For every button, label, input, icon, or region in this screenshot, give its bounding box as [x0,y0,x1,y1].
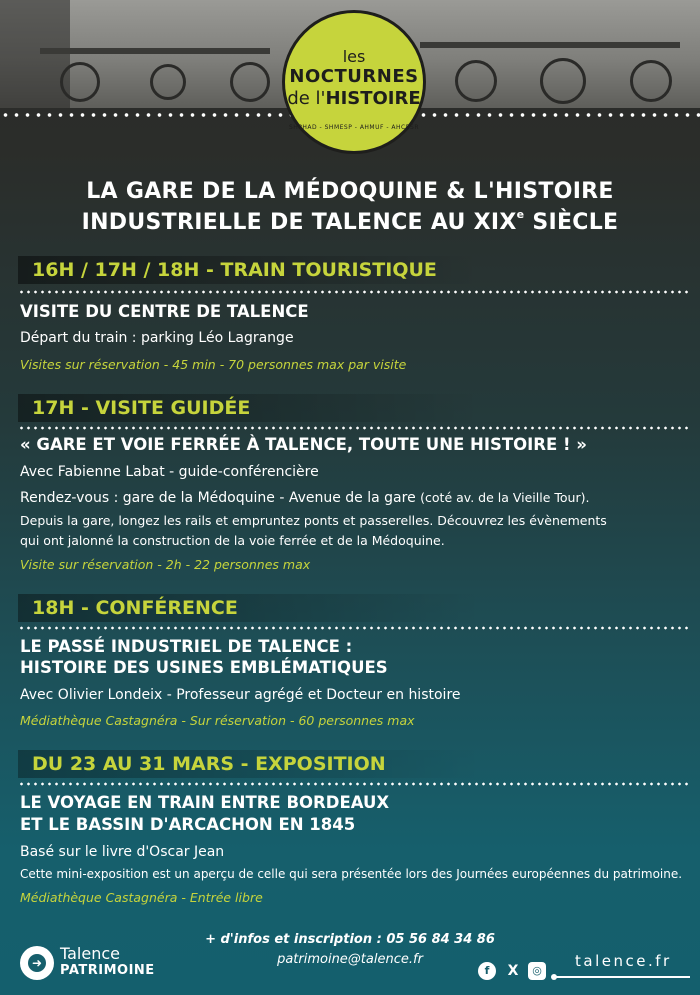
section-text: Avec Olivier Londeix - Professeur agrégé et Docteur en histoire [20,687,461,703]
photo-wheel [630,60,672,102]
rendezvous-text [20,488,589,508]
section-note: Médiathèque Castagnéra - Sur réservation - 60 personnes max [20,713,415,728]
section-text: Avec Fabienne Labat - guide-conférencière [20,464,319,480]
arrow-right-icon: ➜ [28,954,46,972]
title-line-1: LA GARE DE LA MÉDOQUINE & L'HISTOIRE [86,179,614,204]
section-note: Visite sur réservation - 2h - 22 personnes max [20,557,311,572]
photo-wheel [60,62,100,102]
section-heading: VISITE DU CENTRE DE TALENCE [20,302,309,321]
logo-nocturnes: NOCTURNES [289,66,419,87]
dotted-separator [18,626,688,630]
talence-patrimoine-logo [20,944,170,984]
photo-shadow [0,0,70,108]
section-text: Départ du train : parking Léo Lagrange [20,330,294,346]
section-text: Basé sur le livre d'Oscar Jean [20,844,225,860]
x-icon[interactable]: X [507,963,519,979]
website-link[interactable]: talence.fr [575,952,672,970]
photo-wheel [455,60,497,102]
contact-phone: + d'infos et inscription : 05 56 84 34 86 [205,932,495,947]
logo-histoire [285,88,423,109]
title-line-2-main: INDUSTRIELLE DE TALENCE AU XIX [81,210,517,235]
title-line-2 [0,207,700,238]
section-band-exposition: DU 23 AU 31 MARS - EXPOSITION [18,750,482,778]
section-description: Cette mini-exposition est un aperçu de celle qui sera présentée lors des Journées européennes du patrimoine. [20,867,683,881]
section-description: qui ont jalonné la construction de la voie ferrée et de la Médoquine. [20,533,445,548]
section-heading: LE VOYAGE EN TRAIN ENTRE BORDEAUX [20,793,390,812]
photo-wheel [150,64,186,100]
nocturnes-logo [282,10,426,154]
dotted-separator [18,290,688,294]
instagram-icon[interactable]: ◎ [528,962,546,980]
brand-line-1: Talence [60,944,120,963]
contact-info [200,930,500,970]
dotted-separator [18,426,688,430]
photo-beam [40,48,270,54]
brand-line-2: PATRIMOINE [60,963,155,978]
brand-circle-icon [20,946,54,980]
rendezvous-main: Rendez-vous : gare de la Médoquine - Avenue de la gare [20,490,421,506]
title-sup: e [516,208,525,221]
photo-wheel [540,58,586,104]
section-band-conference: 18H - CONFÉRENCE [18,594,482,622]
logo-histoire-prefix: de l' [287,88,326,109]
section-description: Depuis la gare, longez les rails et empruntez ponts et passerelles. Découvrez les évènements [20,513,607,528]
rendezvous-detail: (coté av. de la Vieille Tour). [420,490,590,505]
section-note: Visites sur réservation - 45 min - 70 personnes max par visite [20,357,407,372]
section-heading: « GARE ET VOIE FERRÉE À TALENCE, TOUTE UNE HISTOIRE ! » [20,435,587,454]
dotted-separator [18,782,688,786]
section-heading: ET LE BASSIN D'ARCACHON EN 1845 [20,815,356,834]
section-note: Médiathèque Castagnéra - Entrée libre [20,890,263,905]
page-title [0,176,700,238]
section-band-train: 16H / 17H / 18H - TRAIN TOURISTIQUE [18,256,482,284]
website-underline [556,976,690,978]
logo-histoire-bold: HISTOIRE [325,88,421,109]
photo-beam [420,42,680,48]
section-heading: HISTOIRE DES USINES EMBLÉMATIQUES [20,658,388,677]
logo-partners: SHPHAD - SHMESP - AHMUF - AHCESR [288,124,420,131]
contact-email[interactable]: patrimoine@talence.fr [277,952,423,967]
photo-wheel [230,62,270,102]
facebook-icon[interactable]: f [478,962,496,980]
title-line-2-end: SIÈCLE [524,210,619,235]
logo-les: les [342,47,366,66]
section-heading: LE PASSÉ INDUSTRIEL DE TALENCE : [20,637,353,656]
section-band-visite: 17H - VISITE GUIDÉE [18,394,482,422]
